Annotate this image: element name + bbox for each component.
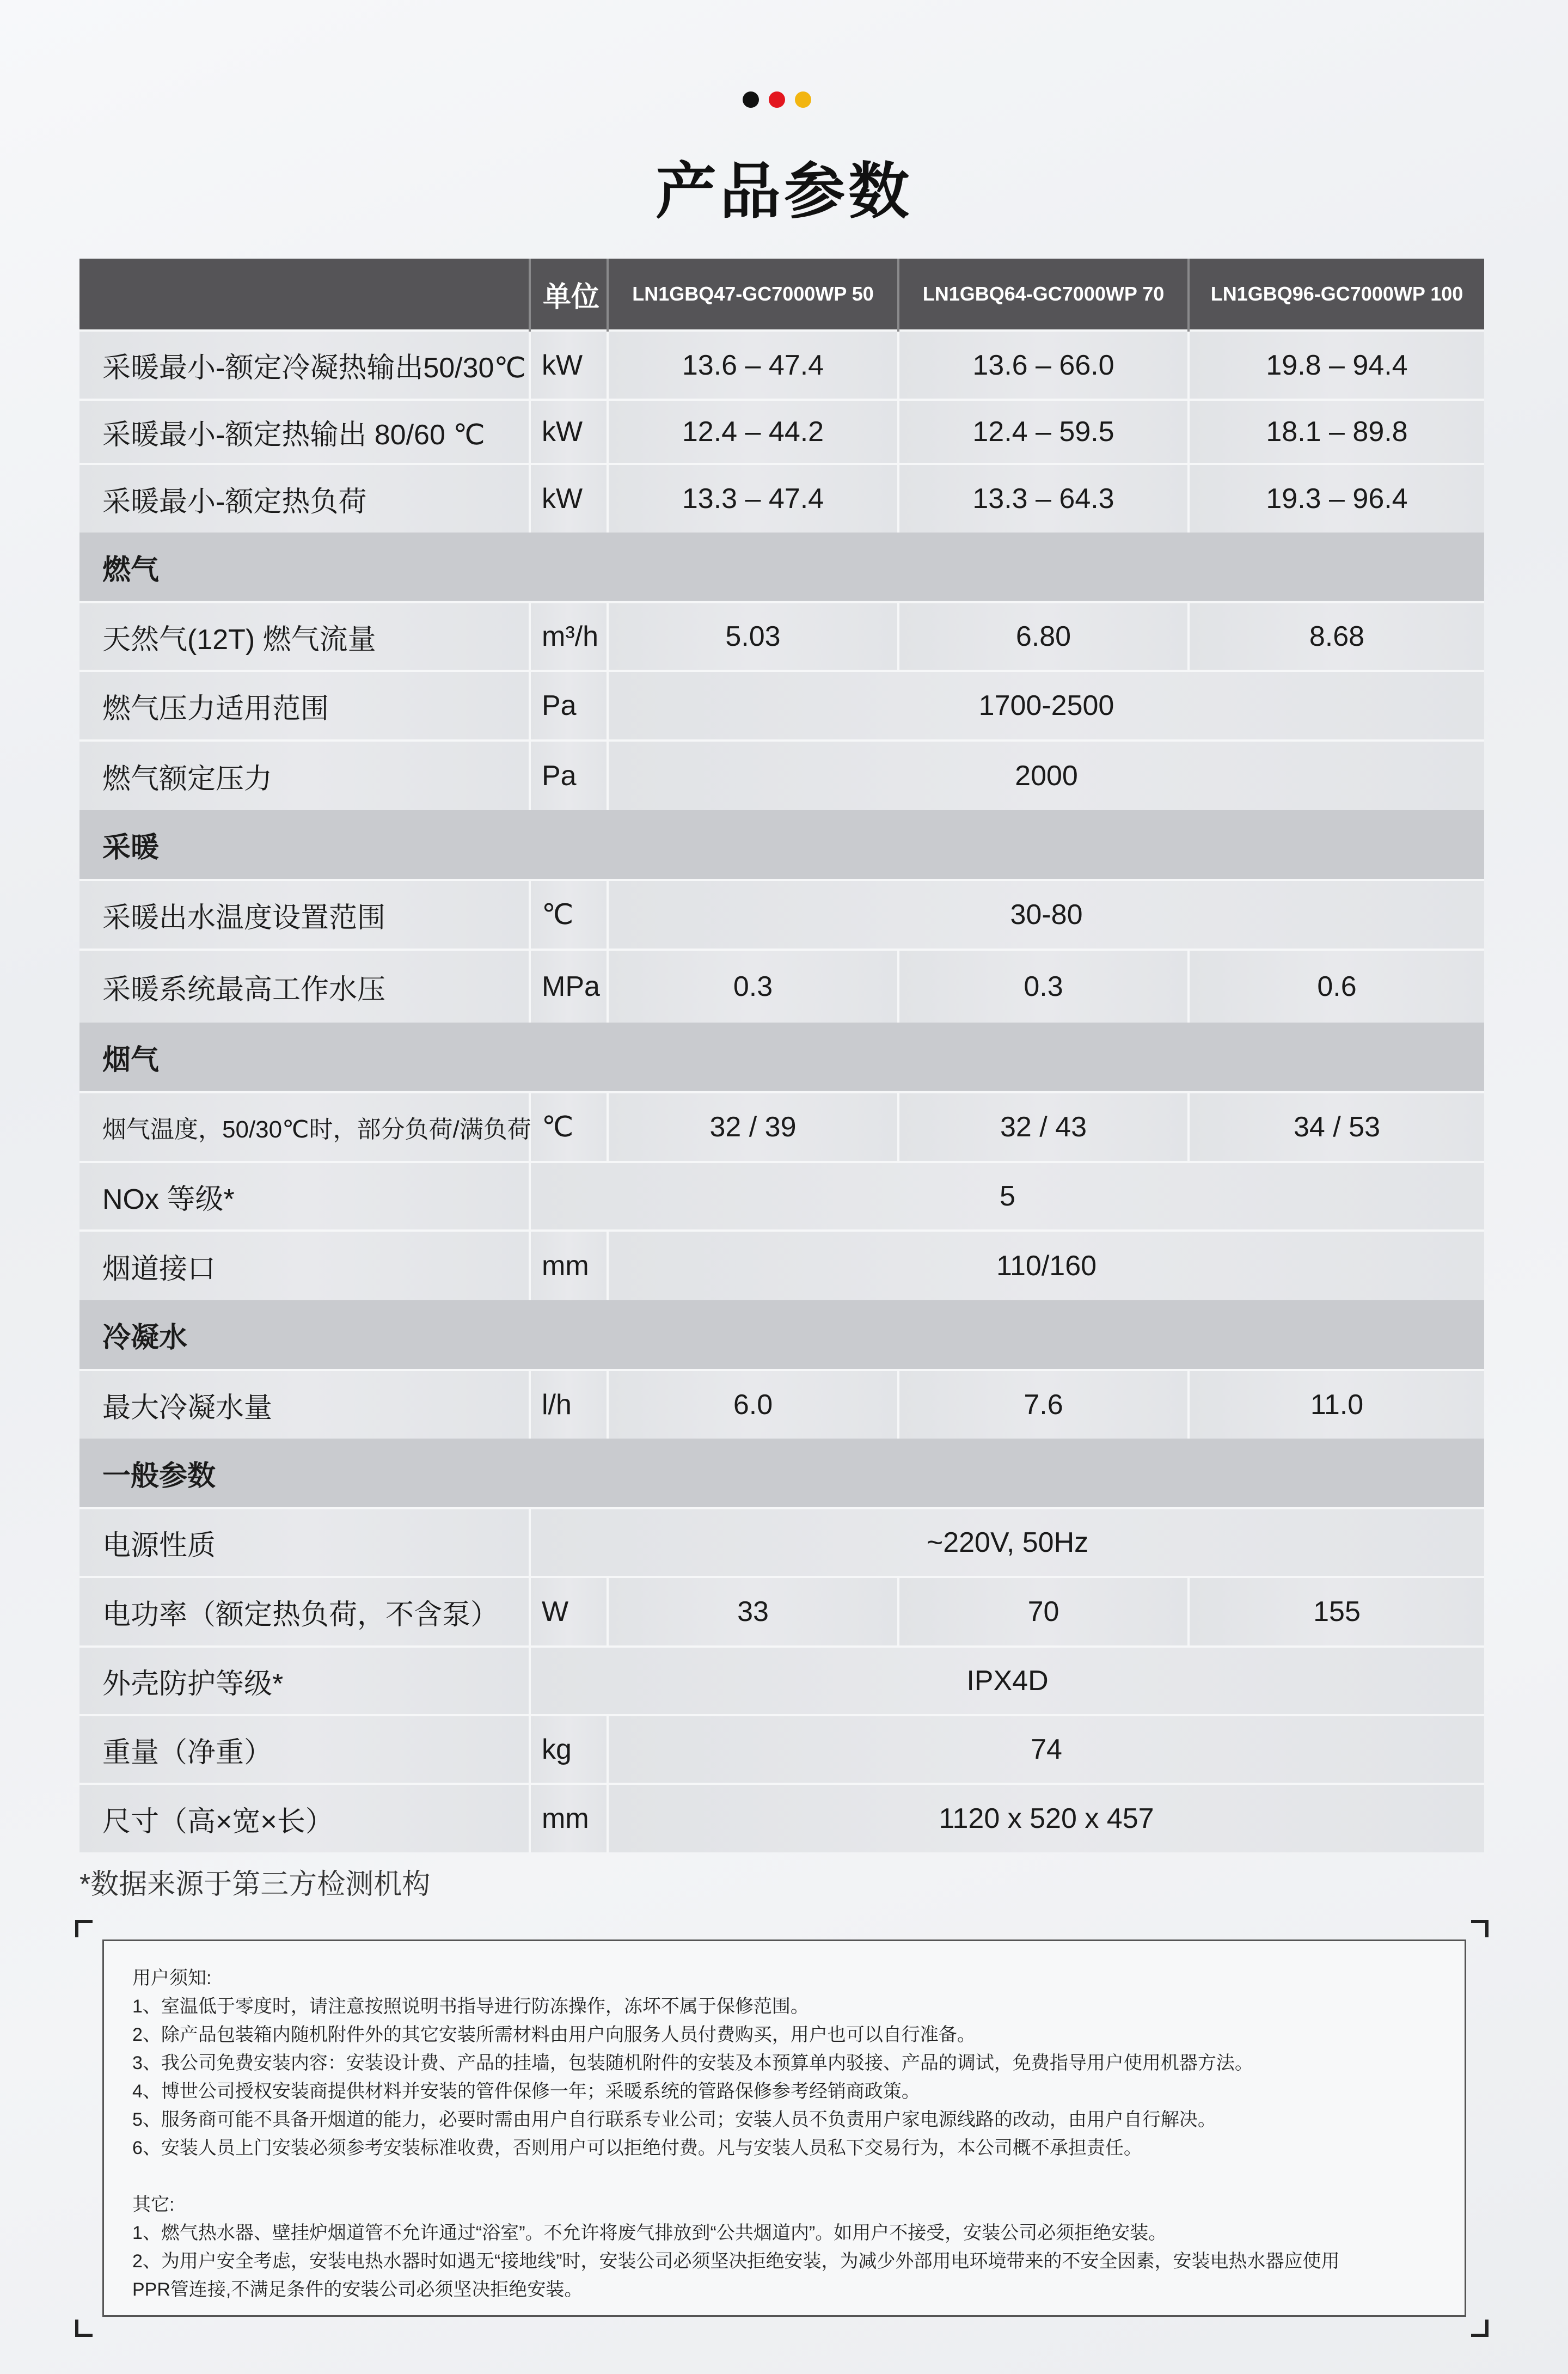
other-item: PPR管连接,不满足条件的安装公司必须坚决拒绝安装。 (132, 2279, 583, 2300)
row-unit: kg (530, 1715, 608, 1784)
cell-value: 5 (530, 1162, 1484, 1231)
user-notice-box (102, 1939, 1466, 2317)
corner-mark (1471, 1920, 1489, 1937)
cell-value: 34 / 53 (1189, 1092, 1484, 1162)
table-row (79, 602, 1484, 671)
row-label: 采暖最小-额定热输出 80/60 ℃ (79, 400, 530, 464)
cell-value: 13.6 – 47.4 (608, 331, 898, 400)
cell-value: 33 (608, 1577, 898, 1647)
cell-value: 13.6 – 66.0 (898, 331, 1189, 400)
table-row (79, 880, 1484, 950)
spec-table (79, 259, 1484, 1852)
cell-value: ~220V, 50Hz (530, 1508, 1484, 1577)
corner-mark (75, 1920, 93, 1937)
row-label: 电源性质 (79, 1508, 530, 1577)
section-condensate: 冷凝水 (79, 1300, 1484, 1370)
notice-item: 3、我公司免费安装内容：安装设计费、产品的挂墙，包装随机附件的安装及本预算单内驳接、产品的调试，免费指导用户使用机器方法。 (132, 2053, 1253, 2073)
row-label: 烟道接口 (79, 1231, 530, 1300)
table-row (79, 1370, 1484, 1439)
cell-value: 1120 x 520 x 457 (608, 1784, 1484, 1852)
row-label: 采暖最小-额定热负荷 (79, 464, 530, 533)
row-unit: mm (530, 1784, 608, 1852)
cell-value: 18.1 – 89.8 (1189, 400, 1484, 464)
header-model-100: LN1GBQ96-GC7000WP 100 (1189, 259, 1484, 331)
cell-value: 155 (1189, 1577, 1484, 1647)
red-dot (769, 91, 785, 108)
row-unit: W (530, 1577, 608, 1647)
notice-item: 4、博世公司授权安装商提供材料并安装的管件保修一年；采暖系统的管路保修参考经销商政策。 (132, 2081, 920, 2102)
spacer (132, 2162, 1450, 2191)
cell-value: 70 (898, 1577, 1189, 1647)
table-row (79, 1162, 1484, 1231)
table-row (79, 741, 1484, 810)
cell-value: 1700-2500 (608, 671, 1484, 741)
other-item: 1、燃气热水器、壁挂炉烟道管不允许通过“浴室”。不允许将废气排放到“公共烟道内”。如用户不接受，安装公司必须拒绝安装。 (132, 2223, 1167, 2243)
cell-value: 6.80 (898, 602, 1189, 671)
cell-value: 19.8 – 94.4 (1189, 331, 1484, 400)
table-row (79, 400, 1484, 464)
cell-value: 0.3 (608, 950, 898, 1023)
table-row (79, 464, 1484, 533)
table-row (79, 1508, 1484, 1577)
row-unit: MPa (530, 950, 608, 1023)
row-unit: mm (530, 1231, 608, 1300)
row-label: NOx 等级* (79, 1162, 530, 1231)
row-label: 最大冷凝水量 (79, 1370, 530, 1439)
cell-value: 8.68 (1189, 602, 1484, 671)
table-row (79, 1647, 1484, 1715)
notice-item: 2、除产品包装箱内随机附件外的其它安装所需材料由用户向服务人员付费购买，用户也可以自行准备。 (132, 2024, 976, 2045)
cell-value: 30-80 (608, 880, 1484, 950)
brand-dots (743, 91, 811, 108)
cell-value: 32 / 43 (898, 1092, 1189, 1162)
cell-value: 11.0 (1189, 1370, 1484, 1439)
row-unit: ℃ (530, 880, 608, 950)
cell-value: 5.03 (608, 602, 898, 671)
cell-value: 110/160 (608, 1231, 1484, 1300)
cell-value: 6.0 (608, 1370, 898, 1439)
row-label: 电功率（额定热负荷，不含泵） (79, 1577, 530, 1647)
table-row (79, 1577, 1484, 1647)
table-row (79, 950, 1484, 1023)
table-row (79, 1784, 1484, 1852)
table-row (79, 671, 1484, 741)
notice-item: 5、服务商可能不具备开烟道的能力，必要时需由用户自行联系专业公司；安装人员不负责用户家电源线路的改动，由用户自行解决。 (132, 2109, 1216, 2130)
other-title: 其它: (132, 2194, 175, 2215)
header-model-70: LN1GBQ64-GC7000WP 70 (898, 259, 1189, 331)
cell-value: 32 / 39 (608, 1092, 898, 1162)
section-header (79, 533, 1484, 602)
cell-value: 2000 (608, 741, 1484, 810)
corner-mark (1471, 2320, 1489, 2337)
row-label: 重量（净重） (79, 1715, 530, 1784)
cell-value: 12.4 – 44.2 (608, 400, 898, 464)
notice-item: 6、安装人员上门安装必须参考安装标准收费，否则用户可以拒绝付费。凡与安装人员私下交易行为，本公司概不承担责任。 (132, 2138, 1142, 2158)
row-label: 燃气压力适用范围 (79, 671, 530, 741)
section-gas: 燃气 (79, 533, 1484, 602)
row-label: 尺寸（高×宽×长） (79, 1784, 530, 1852)
row-unit: Pa (530, 741, 608, 810)
row-unit: kW (530, 464, 608, 533)
notice-title: 用户须知: (132, 1968, 212, 1988)
notice-item: 1、室温低于零度时，请注意按照说明书指导进行防冻操作，冻坏不属于保修范围。 (132, 1996, 809, 2017)
row-label: 烟气温度，50/30℃时，部分负荷/满负荷 (79, 1092, 530, 1162)
cell-value: 7.6 (898, 1370, 1189, 1439)
row-unit: Pa (530, 671, 608, 741)
section-header (79, 810, 1484, 880)
cell-value: 12.4 – 59.5 (898, 400, 1189, 464)
corner-mark (75, 2320, 93, 2337)
section-flue: 烟气 (79, 1023, 1484, 1092)
cell-value: 74 (608, 1715, 1484, 1784)
data-source-footnote: *数据来源于第三方检测机构 (79, 1869, 431, 1900)
yellow-dot (795, 91, 811, 108)
header-blank (79, 259, 530, 331)
notice-text (132, 1964, 1450, 2304)
section-header (79, 1300, 1484, 1370)
row-label: 采暖最小-额定冷凝热输出50/30℃ (79, 331, 530, 400)
black-dot (743, 91, 759, 108)
row-label: 天然气(12T) 燃气流量 (79, 602, 530, 671)
row-unit: m³/h (530, 602, 608, 671)
row-unit: l/h (530, 1370, 608, 1439)
section-general: 一般参数 (79, 1439, 1484, 1508)
cell-value: 0.3 (898, 950, 1189, 1023)
section-header (79, 1023, 1484, 1092)
row-label: 外壳防护等级* (79, 1647, 530, 1715)
table-row (79, 331, 1484, 400)
row-label: 燃气额定压力 (79, 741, 530, 810)
other-item: 2、为用户安全考虑，安装电热水器时如遇无“接地线”时，安装公司必须坚决拒绝安装，为减少外部用电环境带来的不安全因素，安装电热水器应使用 (132, 2251, 1340, 2272)
cell-value: IPX4D (530, 1647, 1484, 1715)
row-unit: ℃ (530, 1092, 608, 1162)
table-header (79, 259, 1484, 331)
table-row (79, 1715, 1484, 1784)
table-row (79, 1092, 1484, 1162)
row-unit: kW (530, 331, 608, 400)
section-heating: 采暖 (79, 810, 1484, 880)
page-title: 产品参数 (656, 157, 912, 225)
cell-value: 19.3 – 96.4 (1189, 464, 1484, 533)
row-unit: kW (530, 400, 608, 464)
cell-value: 13.3 – 64.3 (898, 464, 1189, 533)
row-label: 采暖出水温度设置范围 (79, 880, 530, 950)
row-label: 采暖系统最高工作水压 (79, 950, 530, 1023)
header-model-50: LN1GBQ47-GC7000WP 50 (608, 259, 898, 331)
section-header (79, 1439, 1484, 1508)
cell-value: 13.3 – 47.4 (608, 464, 898, 533)
table-row (79, 1231, 1484, 1300)
header-unit: 单位 (530, 259, 608, 331)
cell-value: 0.6 (1189, 950, 1484, 1023)
